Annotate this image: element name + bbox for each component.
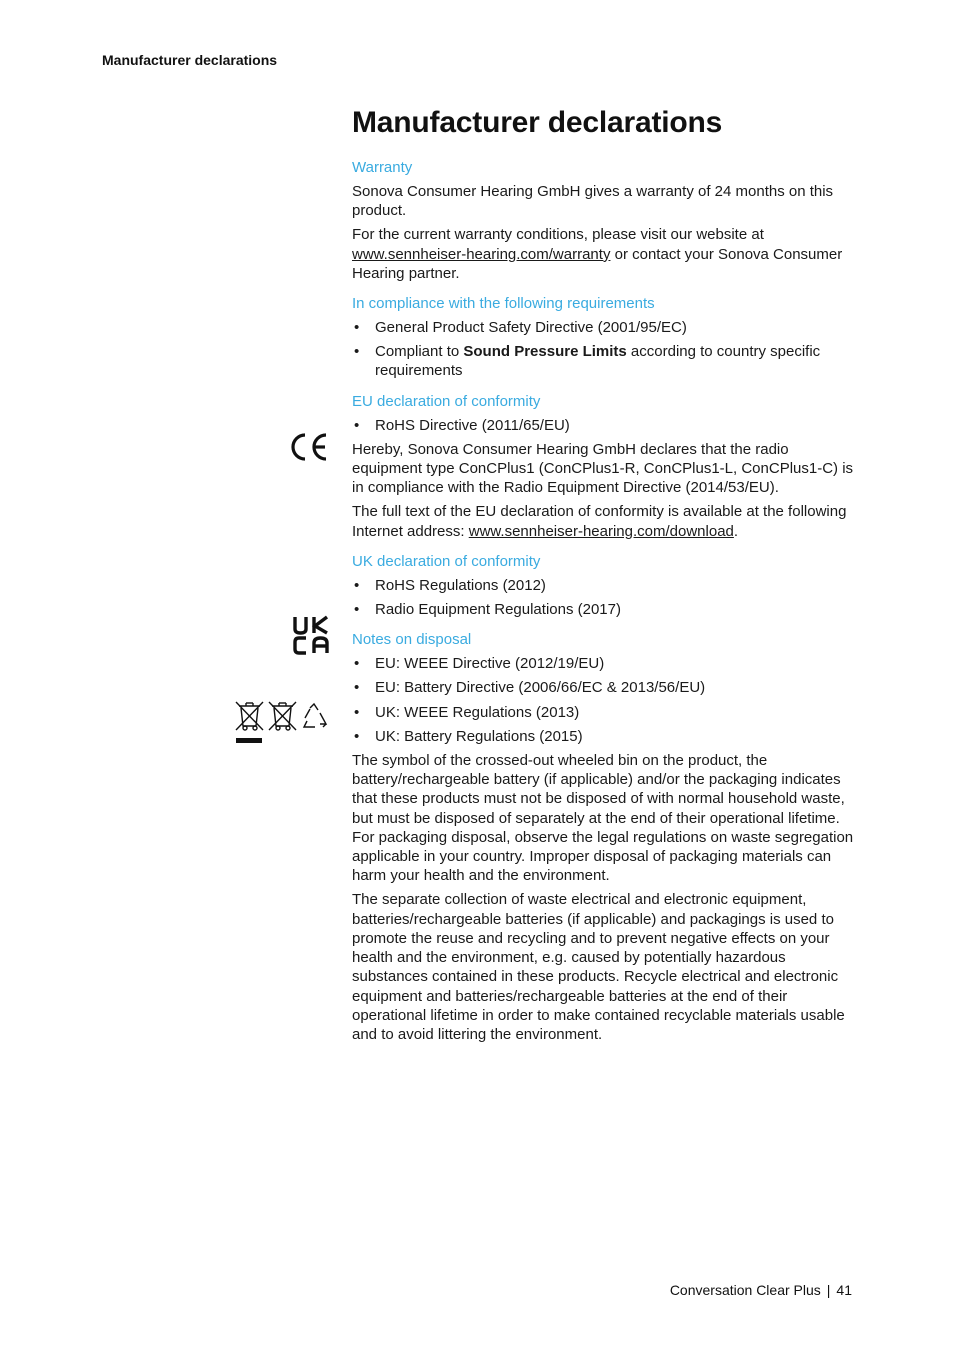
ukca-mark-icon xyxy=(292,615,330,655)
page-title: Manufacturer declarations xyxy=(352,106,723,139)
page-number: 41 xyxy=(836,1282,852,1298)
ce-mark-icon xyxy=(288,431,330,463)
list-item: • General Product Safety Directive (2001/95/EC) xyxy=(352,318,854,337)
running-header: Manufacturer declarations xyxy=(102,52,278,68)
warranty-heading: Warranty xyxy=(352,159,413,176)
list-item: • Radio Equipment Regulations (2017) xyxy=(352,600,854,619)
disposal-heading: Notes on disposal xyxy=(352,631,472,649)
sound-pressure-limits: Sound Pressure Limits xyxy=(463,343,627,361)
warranty-link[interactable]: www.sennheiser-hearing.com/warranty xyxy=(352,245,611,263)
disposal-list xyxy=(352,654,854,746)
compliance-heading: In compliance with the following requirements xyxy=(352,295,655,313)
crossed-out-bin-icon xyxy=(236,702,263,730)
eu-list xyxy=(352,416,854,435)
text-segment: according to country specific requirements xyxy=(375,343,821,380)
warranty-conditions-paragraph xyxy=(352,225,854,283)
main-content xyxy=(352,104,854,1055)
list-item: • EU: WEEE Directive (2012/19/EU) xyxy=(352,654,854,673)
list-item: • UK: WEEE Regulations (2013) xyxy=(352,703,854,722)
crossed-out-bin-icon xyxy=(269,702,296,730)
list-item: • RoHS Directive (2011/65/EU) xyxy=(352,416,854,435)
eu-fulltext-paragraph xyxy=(352,502,854,540)
warranty-section xyxy=(352,158,854,283)
compliance-section xyxy=(352,294,854,381)
list-item xyxy=(352,342,854,380)
compliance-list xyxy=(352,318,854,381)
uk-list xyxy=(352,576,854,619)
text-segment: or contact your Sonova Consumer Hearing partner. xyxy=(352,245,843,282)
collection-paragraph: The separate collection of waste electrical and electronic equipment, batteries/rechargeable batteries (if applicable) and packagings is used to promote the reuse and recycling and to prevent negative effects on your health and the environment, e.g. caused by potentially hazardous substances contained in these products. Recycle electrical and electronic equipment and batteries/rechargeable batteries at the end of their operational lifetime in order to make contained recyclable materials usable and to avoid littering the environment. xyxy=(352,891,845,1043)
uk-section xyxy=(352,552,854,619)
disposal-section xyxy=(352,630,854,1044)
disposal-paragraph: The symbol of the crossed-out wheeled bin on the product, the battery/rechargeable battery (if applicable) and/or the packaging indicates that these products must not be disposed of with normal household waste, but must be disposed of separately at the end of their operational lifetime. For packaging disposal, observe the legal regulations on waste segregation applicable in your country. Improper disposal of packaging materials can harm your health and the environment. xyxy=(352,752,854,885)
product-name: Conversation Clear Plus xyxy=(669,1282,821,1298)
download-link[interactable]: www.sennheiser-hearing.com/download xyxy=(468,522,734,540)
text-segment: The full text of the EU declaration of conformity is available at the following Internet address: xyxy=(352,503,847,540)
disposal-icons xyxy=(234,700,330,746)
text-segment: For the current warranty conditions, please visit our website at xyxy=(352,226,764,244)
warranty-paragraph: Sonova Consumer Hearing GmbH gives a warranty of 24 months on this product. xyxy=(352,183,834,220)
recycling-icon xyxy=(304,704,326,727)
text-segment: Compliant to xyxy=(375,343,464,361)
page-footer xyxy=(670,1282,852,1298)
eu-heading: EU declaration of conformity xyxy=(352,392,541,410)
text-segment: . xyxy=(733,522,739,540)
list-item: • EU: Battery Directive (2006/66/EC & 2013/56/EU) xyxy=(352,678,854,697)
list-item: • RoHS Regulations (2012) xyxy=(352,576,854,595)
uk-heading: UK declaration of conformity xyxy=(352,552,541,570)
eu-section xyxy=(352,392,854,541)
list-item: • UK: Battery Regulations (2015) xyxy=(352,727,854,746)
footer-separator: | xyxy=(826,1282,831,1298)
eu-declaration-paragraph: Hereby, Sonova Consumer Hearing GmbH declares that the radio equipment type ConCPlus1 (ConCPlus1-R, ConCPlus1-L, ConCPlus1-C) is in compliance with the Radio Equipment Directive (2014/53/EU). xyxy=(352,440,854,497)
